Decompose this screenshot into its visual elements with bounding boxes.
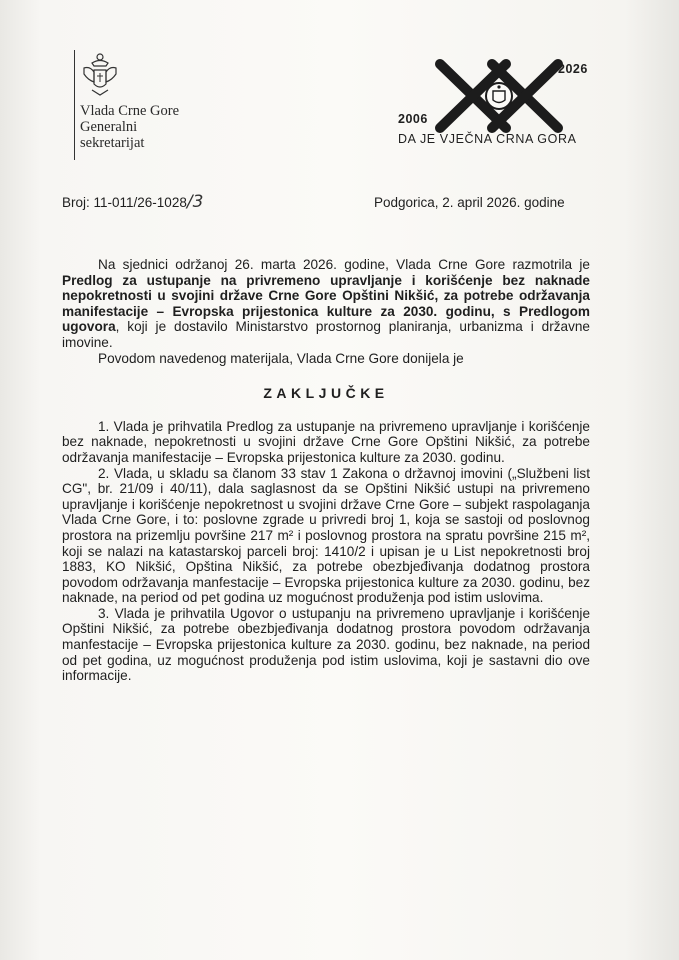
conclusion-1: 1. Vlada je prihvatila Predlog za ustupanje na privremeno upravljanje i korišćenje bez naknade, nepokretnosti u svojini države Crne Gore Opštini Nikšić, za potrebe održavanja manifestacije – Evropska prijestonica kulture za 2030. godinu. (62, 418, 590, 465)
montenegro-coat-of-arms-icon (80, 52, 120, 98)
header-divider (74, 50, 75, 160)
document-body (62, 257, 590, 684)
conclusions-title: ZAKLJUČKE (263, 385, 389, 402)
place-date: Podgorica, 2. april 2026. godine (374, 195, 565, 210)
jubilee-motto: DA JE VJEČNA CRNA GORA (398, 132, 577, 146)
intro-text-a: Na sjednici održanoj 26. marta 2026. godine, Vlada Crne Gore razmotrila je (98, 257, 590, 272)
org-line-1: Vlada Crne Gore (80, 103, 180, 119)
reference-number (62, 192, 203, 212)
reference-number-printed: Broj: 11-011/26-1028 (62, 195, 187, 210)
conclusion-2: 2. Vlada, u skladu sa članom 33 stav 1 Zakona o državnoj imovini („Službeni list CG", br. 21/09 i 40/11), dala saglasnost da se Opštini Nikšić ustupi na privremeno upravljanje i korišćenje nepokretnost u svojini države Crne Gore – subjekt raspolaganja Vlada Crne Gore, i to: poslovne zgrade u privredi broj 1, koja se sastoji od poslovnog prostora na prizemlju površine 217 m² i poslovnog prostora na spratu površine 215 m², koji se nalazi na katastarskoj parceli broj: 1410/2 i upisan je u List nepokretnosti broj 1883, KO Nikšić, Opština Nikšić, za potrebe obezbjeđivanja dodatnog prostora povodom održavanja manfestacije – Evropska prijestonica kulture za 2030. godinu, bez naknade, na period od pet godina uz mogućnost produženja pod istim uslovima. (62, 465, 590, 606)
intro-decision-line: Povodom navedenog materijala, Vlada Crne Gore donijela je (98, 350, 464, 366)
jubilee-year-end: 2026 (558, 62, 588, 76)
jubilee-logo (396, 42, 606, 152)
intro-paragraph (62, 257, 590, 351)
intro-text-b: , koji je dostavilo Ministarstvo prostornog planiranja, urbanizma i državne imovine. (62, 319, 590, 350)
conclusion-3: 3. Vlada je prihvatila Ugovor o ustupanju na privremeno upravljanje i korišćenje Opštini Nikšić, za potrebe obezbjeđivanja dodatnog prostora povodom održavanja manfestacije – Evropska prijestonica kulture za 2030. godinu, bez naknade, na period od pet godina, uz mogućnost produženja pod istim uslovima, koji je sastavni dio ove informacije. (62, 605, 590, 684)
jubilee-year-start: 2006 (398, 112, 428, 126)
organization-name (80, 103, 179, 151)
org-line-2: Generalni (80, 119, 138, 135)
reference-number-handwritten: /3 (186, 192, 204, 212)
intro-proposal-title: Predlog za ustupanje na privremeno upravljanje i korišćenje bez naknade nepokretnosti u svojini države Crne Gore Opštini Nikšić, za potrebe održavanja manifestacije – Evropska prijestonica kulture za 2030. godinu, s Predlogom ugovora (62, 272, 590, 335)
org-line-3: sekretarijat (80, 135, 145, 151)
